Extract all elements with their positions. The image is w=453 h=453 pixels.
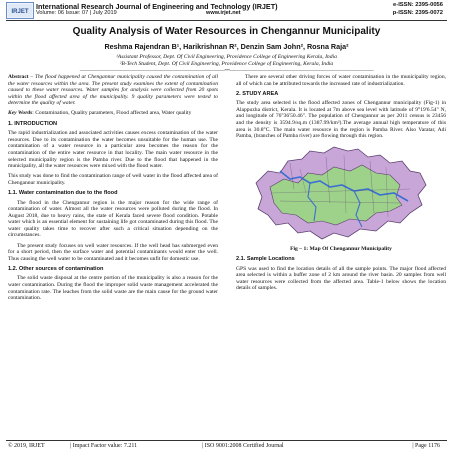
intro-paragraph-2: This study was done to find the contamination range of well water in the flood affected area of Chengannur municipality. — [8, 173, 218, 186]
study-area-paragraph: The study area selected is the flood affected zones of Chengannur municipality (Fig-1) in Alappuzha district, Kerala. It is located at 7m above sea level with latitude of 9°19'6.54" N, and longitude of 76°36'50.46". The population of Chengannur as per 2011 census is 23456 and the density is 3594.9/sq.m (1387.99/km²).The average annual high temperature of this area is 30.8°C. The main water resource in the region is Pamba River. Also Varatar, Adi Pamba, (branches of Pamba river) are flowing through this region. — [236, 100, 446, 140]
keywords-text: : Contamination, Quality parameters, Flood affected area, Water quality — [32, 110, 192, 117]
section-heading-introduction: 1. INTRODUCTION — [8, 120, 58, 127]
separator-line: -------------------------------------------------------------------------------------------------------------------------------------------------***------------------------------------------------------------------------------------------------------------------------------------------------ — [79, 68, 374, 73]
header-divider — [6, 20, 447, 21]
keywords — [8, 110, 218, 117]
separator-stars: *** — [224, 68, 230, 73]
journal-header — [6, 2, 447, 18]
footer-page-number: | Page 1176 — [412, 443, 440, 449]
footer-copyright: © 2019, IRJET — [8, 443, 45, 449]
flood-paragraph-1: The flood in the Chengannur region is the major reason for the wide range of contamination of water. Almost all the water resources were polluted during the flood. In August 2018, due to heavy rains, the state of Kerala faced severe flood condition. Potable water which is an essential element for sustaining life got contaminated during this flood. The water quality takes time to recover after such a critical situation depending on the circumstances. — [8, 199, 218, 239]
journal-issue: Volume: 06 Issue: 07 | July 2019 — [36, 10, 117, 16]
page-footer — [8, 443, 445, 449]
figure-caption: Fig – 1: Map Of Chengannur Municipality — [290, 246, 392, 253]
driving-forces-paragraph: There are several other driving forces of water contamination in the municipality region, all of which can be attributed towards the increased rate of industrialization. — [236, 74, 446, 87]
left-column — [8, 74, 218, 305]
svg-text:IRJET: IRJET — [11, 9, 29, 15]
footer-divider — [6, 440, 447, 441]
e-issn: e-ISSN: 2395-0056 — [393, 2, 443, 8]
flood-paragraph-2: The present study focuses on well water resources. If the well head has submerged even for a short period, then the surface water and potential contaminants would enter the well. Thus causing the well water to be contaminated and it becomes unfit for domestic use. — [8, 242, 218, 262]
keywords-label: Key Words — [8, 110, 33, 117]
intro-paragraph-1: The rapid industrialization and associated activities causes excess contamination of the water resources. Due to its contamination the water becomes unsuitable for the human use. The contamination of a water resource in a particular area becomes the reason for the contamination of the entire water resource in that locality. The main water resource in the selected municipality region is the Pamba river. Due to the flood that happened in the municipality, all the water resources were mixed with the flood water. — [8, 130, 218, 170]
right-column — [236, 74, 446, 295]
abstract-text: – The flood happened at Chengannur municipality caused the contamination of all the water resources within the area. The present study examines the extent of contamination caused to these water resources. Water samples for analysis were collected from 20 spots within the flood affected area of the municipality. 9 quality parameters were tested to determine the quality of water. — [8, 74, 218, 107]
affiliation-1: ¹Assistant Professor, Dept. Of Civil Engineering, Providence College of Engineering Kerala, India — [116, 54, 337, 60]
sample-locations-paragraph: GPS was used to find the location details of all the sample points. The major flood affected area selected is within a buffer zone of 2 km around the river basin. 20 samples from well water resources were collected from the affected area. Table-1 below shows the location details of samples. — [236, 265, 446, 292]
other-sources-paragraph: The solid waste disposal at the centre portion of the municipality is also a reason for the water contamination. During the flood the improper solid waste management accelerated the contamination rate. The leaches from the solid waste are the main cause for the ground water contamination. — [8, 275, 218, 302]
abstract — [8, 74, 218, 107]
affiliation-2: ²B-Tech Student, Dept. Of Civil Engineering, Providence College of Engineering, Kerala, India — [119, 61, 334, 67]
footer-iso: | ISO 9001:2008 Certified Journal — [202, 443, 284, 449]
abstract-label: Abstract — [8, 74, 29, 80]
footer-impact-factor: | Impact Factor value: 7.211 — [70, 443, 138, 449]
municipality-map-image — [250, 143, 432, 243]
paper-title: Quality Analysis of Water Resources in Chengannur Municipality — [72, 26, 381, 37]
section-heading-flood-contamination: 1.1. Water contamination due to the flood — [8, 189, 118, 196]
section-heading-other-sources: 1.2. Other sources of contamination — [8, 265, 104, 272]
journal-logo — [6, 2, 34, 19]
section-heading-study-area: 2. STUDY AREA — [236, 90, 279, 97]
journal-name: International Research Journal of Engineering and Technology (IRJET) — [36, 2, 278, 11]
section-heading-sample-locations: 2.1. Sample Locations — [236, 255, 295, 262]
paper-authors: Reshma Rajendran B¹, Harikrishnan R², Denzin Sam John², Rosna Raja² — [104, 42, 349, 51]
municipality-map-figure — [250, 143, 432, 243]
p-issn: p-ISSN: 2395-0072 — [392, 10, 443, 16]
journal-website-link[interactable]: www.irjet.net — [206, 10, 241, 16]
